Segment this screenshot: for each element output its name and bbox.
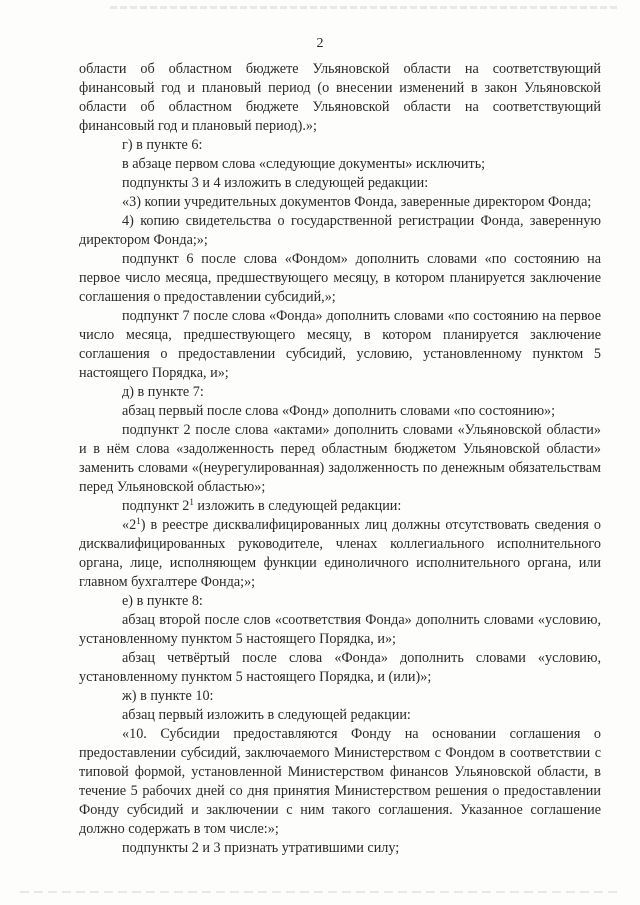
paragraph: [79, 839, 601, 858]
paragraph-text: абзац второй после слов «соответствия Фонда» дополнить словами «условию, установленному пунктом 5 настоящего Порядка, и»;: [79, 612, 601, 647]
paragraph-text: подпункт 2: [122, 498, 190, 514]
paragraph-text: абзац первый после слова «Фонд» дополнить словами «по состоянию»;: [122, 403, 556, 419]
paragraph-text-continued: ) в реестре дисквалифицированных лиц должны отсутствовать сведения о дисквалифицированных руководителе, членах коллегиального исполнительного органа, лице, исполняющем функции единоличного исполнительного органа, или главном бухгалтере Фонда;»;: [79, 517, 601, 590]
paragraph: [79, 497, 601, 516]
paragraph-text: 4) копию свидетельства о государственной регистрации Фонда, заверенную директором Фонда;»;: [79, 213, 601, 248]
paragraph-text: г) в пункте 6:: [122, 137, 203, 153]
page-number: 2: [316, 36, 324, 51]
paragraph-text: области об областном бюджете Ульяновской области на соответствующий финансовый год и плановый период (о внесении изменений в закон Ульяновской области об областном бюджете Ульяновской области на соответствующий финансовый год и плановый период).»;: [79, 61, 601, 134]
paragraph-text-continued: изложить в следующей редакции:: [193, 498, 402, 514]
document-body: [79, 60, 601, 858]
paragraph-text: в абзаце первом слова «следующие документы» исключить;: [122, 156, 486, 172]
paragraph: [79, 516, 601, 592]
paragraph-text: подпункт 6 после слова «Фондом» дополнить словами «по состоянию на первое число месяца, предшествующего месяцу, в котором планируется заключение соглашения о предоставлении субсидий,»;: [79, 251, 601, 305]
paragraph-text: абзац первый изложить в следующей редакции:: [122, 707, 411, 723]
paragraph: [79, 174, 601, 193]
paragraph-text: е) в пункте 8:: [122, 593, 203, 609]
paragraph: [79, 402, 601, 421]
superscript: 1: [189, 497, 194, 507]
scan-artifact-bottom: [20, 891, 620, 893]
superscript: 1: [136, 516, 141, 526]
paragraph-text: «2: [122, 517, 137, 533]
paragraph-text: подпункт 7 после слова «Фонда» дополнить словами «по состоянию на первое число месяца, предшествующего месяцу, в котором планируется заключение соглашения о предоставлении субсидий, условию, установленному пунктом 5 настоящего Порядка, и»;: [79, 308, 601, 381]
paragraph: [79, 383, 601, 402]
paragraph: [79, 611, 601, 649]
paragraph-text: ж) в пункте 10:: [122, 688, 214, 704]
paragraph: [79, 307, 601, 383]
paragraph: [79, 706, 601, 725]
paragraph-text: «10. Субсидии предоставляются Фонду на основании соглашения о предоставлении субсидий, заключаемого Министерством с Фондом в соответствии с типовой формой, установленной Министерством финансов Ульяновской области, в течение 5 рабочих дней со дня принятия Министерством решения о предоставлении Фонду субсидий и заключении с ним такого соглашения. Указанное соглашение должно содержать в том числе:»;: [79, 726, 601, 837]
scan-artifact-top: [110, 6, 620, 9]
paragraph: [79, 193, 601, 212]
paragraph-text: «3) копии учредительных документов Фонда, заверенные директором Фонда;: [122, 194, 592, 210]
paragraph: [79, 155, 601, 174]
paragraph: [79, 592, 601, 611]
paragraph-text: подпункты 2 и 3 признать утратившими силу;: [122, 840, 400, 856]
paragraph-text: подпункты 3 и 4 изложить в следующей редакции:: [122, 175, 429, 191]
paragraph: [79, 60, 601, 136]
paragraph-text: подпункт 2 после слова «актами» дополнить словами «Ульяновской области» и в нём слова «задолженность перед областным бюджетом Ульяновской области» заменить словами «(неурегулированная) задолженность по денежным обязательствам перед Ульяновской областью»;: [79, 422, 601, 495]
paragraph: [79, 725, 601, 839]
paragraph: [79, 687, 601, 706]
paragraph: [79, 136, 601, 155]
paragraph-text: д) в пункте 7:: [122, 384, 204, 400]
paragraph: [79, 212, 601, 250]
paragraph-text: абзац четвёртый после слова «Фонда» дополнить словами «условию, установленному пунктом 5 настоящего Порядка, и (или)»;: [79, 650, 601, 685]
paragraph: [79, 649, 601, 687]
paragraph: [79, 421, 601, 497]
paragraph: [79, 250, 601, 307]
